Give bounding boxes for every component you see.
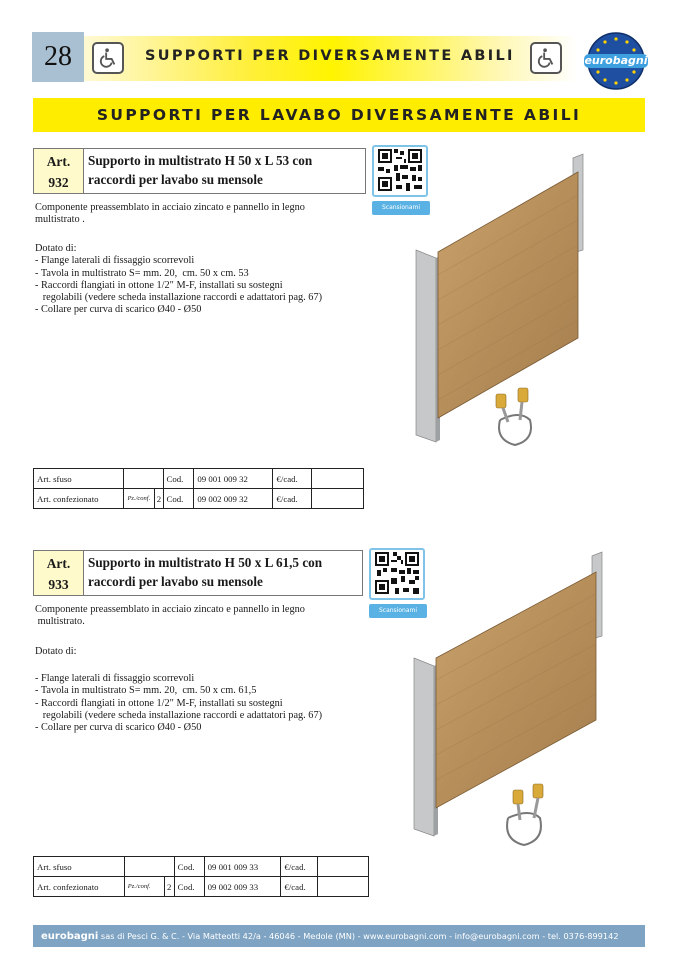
features-heading: Dotato di:: [35, 243, 77, 254]
product-title: [83, 550, 363, 596]
product-description: [35, 604, 305, 629]
price-cell: [318, 857, 369, 877]
pz-label: Pz./conf.: [124, 489, 155, 509]
section-title: SUPPORTI PER LAVABO DIVERSAMENTE ABILI: [33, 98, 645, 132]
cod-label: Cod.: [174, 857, 204, 877]
product-description: [35, 202, 305, 227]
row-label: Art. sfuso: [34, 469, 124, 489]
feature-item: - Collare per curva di scarico Ø40 - Ø50: [35, 304, 202, 316]
product-title-line: raccordi per lavabo su mensole: [88, 573, 263, 589]
unit-label: €/cad.: [281, 857, 318, 877]
art-label: Art.: [46, 154, 71, 169]
footer-brand: eurobagni: [41, 931, 99, 942]
price-table: [33, 468, 364, 509]
product-image: [408, 150, 608, 470]
description-line: multistrato.: [35, 616, 85, 628]
art-number: 933: [48, 577, 69, 592]
table-row: [34, 877, 369, 897]
scan-button[interactable]: Scansionami: [372, 201, 430, 215]
art-label: Art.: [46, 556, 71, 571]
feature-item: - Flange laterali di fissaggio scorrevoli: [35, 673, 195, 684]
eurobagni-logo: [582, 32, 650, 90]
pz-cell: [124, 857, 174, 877]
cod-label: Cod.: [163, 489, 194, 509]
footer-contact: sas di Pesci G. & C. - Via Matteotti 42/a - 46046 - Medole (MN) - www.eurobagni.com - info@eurobagni.com - tel. 0376-899142: [98, 931, 619, 941]
feature-item: - Raccordi flangiati in ottone 1/2" M-F, installati su sostegni: [35, 697, 283, 709]
product-features: [35, 673, 322, 734]
pz-quantity: 2: [155, 489, 163, 509]
unit-label: €/cad.: [273, 489, 311, 509]
pz-quantity: 2: [164, 877, 174, 897]
table-row: [34, 489, 364, 509]
product-code: 09 002 009 32: [194, 489, 273, 509]
feature-item: regolabili (vedere scheda installazione raccordi e adattatori pag. 67): [35, 292, 323, 304]
product-title-line: Supporto in multistrato H 50 x L 53 con: [88, 153, 313, 168]
header-title: SUPPORTI PER DIVERSAMENTE ABILI: [145, 48, 515, 64]
features-heading: Dotato di:: [35, 646, 77, 657]
product-title: [83, 148, 366, 194]
table-row: [34, 857, 369, 877]
product-code: 09 001 009 32: [194, 469, 273, 489]
price-table: [33, 856, 369, 897]
art-number-box: [33, 550, 83, 596]
description-line: Componente preassemblato in acciaio zincato e pannello in legno: [35, 604, 305, 615]
wheelchair-icon: [92, 42, 124, 74]
row-label: Art. sfuso: [34, 857, 125, 877]
product-image: [408, 550, 608, 870]
wheelchair-icon: [530, 42, 562, 74]
feature-item: regolabili (vedere scheda installazione raccordi e adattatori pag. 67): [35, 709, 323, 721]
art-number-box: [33, 148, 83, 194]
feature-item: - Raccordi flangiati in ottone 1/2" M-F, installati su sostegni: [35, 279, 283, 291]
pz-label: Pz./conf.: [124, 877, 164, 897]
feature-item: - Tavola in multistrato S= mm. 20, cm. 50 x cm. 53: [35, 267, 249, 279]
price-cell: [318, 877, 369, 897]
price-cell: [311, 489, 363, 509]
footer: [33, 925, 645, 947]
logo-text: eurobagni: [584, 54, 648, 67]
unit-label: €/cad.: [273, 469, 311, 489]
cod-label: Cod.: [163, 469, 194, 489]
price-cell: [311, 469, 363, 489]
row-label: Art. confezionato: [34, 877, 125, 897]
product-title-line: Supporto in multistrato H 50 x L 61,5 con: [88, 555, 323, 570]
product-code: 09 001 009 33: [204, 857, 281, 877]
row-label: Art. confezionato: [34, 489, 124, 509]
product-code: 09 002 009 33: [204, 877, 281, 897]
description-line: Componente preassemblato in acciaio zincato e pannello in legno: [35, 202, 305, 213]
page-number: 28: [32, 32, 84, 82]
feature-item: - Collare per curva di scarico Ø40 - Ø50: [35, 722, 202, 734]
feature-item: - Flange laterali di fissaggio scorrevoli: [35, 255, 195, 267]
art-number: 932: [48, 175, 69, 190]
table-row: [34, 469, 364, 489]
features-heading-block: [35, 646, 76, 658]
unit-label: €/cad.: [281, 877, 318, 897]
feature-item: - Tavola in multistrato S= mm. 20, cm. 50 x cm. 61,5: [35, 685, 257, 697]
product-features: [35, 243, 322, 317]
cod-label: Cod.: [174, 877, 204, 897]
scan-button[interactable]: Scansionami: [369, 604, 427, 618]
pz-cell: [124, 469, 163, 489]
description-line: multistrato .: [35, 214, 85, 226]
product-title-line: raccordi per lavabo su mensole: [88, 171, 263, 187]
